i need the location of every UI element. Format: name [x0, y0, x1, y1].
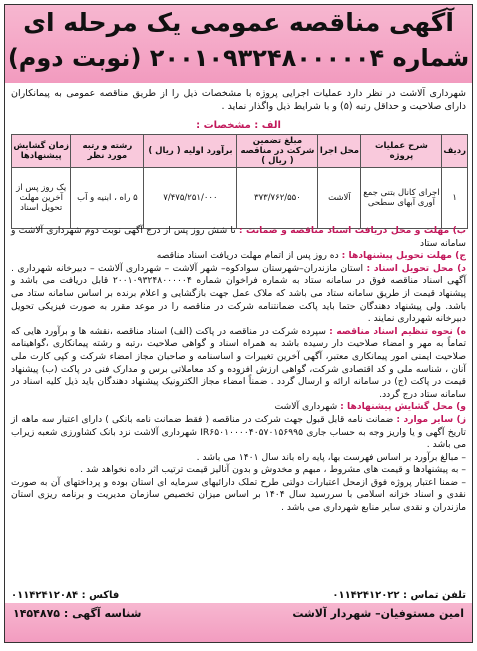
signature: امین مستوفیان– شهردار آلاشت — [292, 607, 464, 620]
col-header-guarantee: مبلغ تضمین شرکت در مناقصه ( ریال ) — [237, 135, 318, 168]
cell-description: اجرای کانال بتنی جمع آوری آبهای سطحی — [361, 168, 442, 229]
bullet-item: – مبالغ برآورد بر اساس فهرست بها، پایه راه باند سال ۱۴۰۱ می باشد . — [196, 451, 466, 463]
col-header-row-number: ردیف — [442, 135, 468, 168]
cell-row-number: ۱ — [442, 168, 468, 229]
tender-notice — [4, 4, 473, 643]
col-header-estimate: برآورد اولیه ( ریال ) — [144, 135, 237, 168]
fax-number: ۰۱۱۴۲۴۱۲۰۸۴ — [11, 590, 79, 601]
section-a-title: الف : مشخصات : — [196, 120, 281, 131]
notice-header — [5, 5, 472, 83]
clause-c-label: ج) مهلت تحویل پیشنهادها : — [341, 250, 466, 262]
table-row — [12, 168, 468, 229]
fax-contact — [11, 590, 119, 601]
clause-g-label: ز) سایر موارد : — [396, 413, 466, 425]
clause-c — [11, 250, 466, 263]
spec-table — [11, 134, 468, 229]
bullet-item: – ضمنا اعتبار پروژه فوق ازمحل اعتبارات دولتی طرح تملک دارائیهای سرمایه ای استان بوده و پرداختهای آن به صورت نقدی و اسناد خزانه اسلامی با سررسید سال ۱۴۰۴ بر اساس میزان تخصیص سازمان مدیریت و برنامه ریزی استان مازندران و نقدی سایر منابع شهرداری می باشد . — [11, 476, 466, 514]
notice-footer — [5, 603, 472, 643]
contact-row — [11, 590, 466, 601]
clause-f-text: شهرداری آلاشت — [274, 401, 338, 413]
notice-title: آگهی مناقصه عمومی یک مرحله ای — [23, 8, 454, 37]
cell-location: آلاشت — [318, 168, 361, 229]
notice-number: شماره ۲۰۰۱۰۹۳۲۴۸۰۰۰۰۰۴ (نوبت دوم) — [7, 44, 470, 72]
col-header-location: محل اجرا — [318, 135, 361, 168]
clause-e-text: سپرده شرکت در مناقصه در پاکت (الف) اسناد مناقصه ،نقشه ها و برآورد هایی که تماماً به مهر و امضاء صلاحیت دار رسیده باشد به همراه اسناد و گواهی صلاحیت ،رتبه و رشته پیمانکاری ،گواهینامه صلاحیت ایمنی امور پیمانکاری معتبر، آگهی آخرین تغییرات و اساسنامه و صاحبان مجاز امضاء شرکت و کپی کارت ملی آنان ، شناسه ملی و کد اقتصادی شرکت، گواهی ارزش افزوده و کد معاملاتی برس و مدارک فنی در پاکت (ب) پیشنهاد قیمت در پاکت (ج) در سامانه ارائه و ارسال گردد . ضمناً امضاء مجاز الکترونیک پیشنهاد دهندگان باید ذیل کلیه اسناد در سامانه ستاد درج گردد. — [11, 325, 466, 400]
cell-field-grade: ۵ راه ، ابنیه و آب — [71, 168, 144, 229]
clause-d-label: د) محل تحویل اسناد : — [366, 262, 466, 274]
clause-f-label: و) محل گشایش پیشنهادها : — [340, 401, 466, 413]
table-header-row — [12, 135, 468, 168]
ad-id-value: ۱۴۵۴۸۷۵ — [13, 607, 60, 620]
col-header-opening-time: زمان گشایش پیشنهادها — [12, 135, 71, 168]
clause-b — [11, 225, 466, 250]
bullet-item: – به پیشنهادها و قیمت های مشروط ، مبهم و مخدوش و بدون آنالیز قیمت ترتیب اثر داده نخواهد شد . — [80, 464, 466, 476]
ad-id — [13, 607, 141, 620]
clause-e — [11, 326, 466, 402]
clause-g-text: ضمانت نامه قابل قبول جهت شرکت در مناقصه ( فقط ضمانت نامه بانکی ) دارای اعتبار سه ماهه از تاریخ آگهی و یا واریز وجه به حساب جاری IR۶۵۰۱۰۰۰۰۴۰۵۷۰۱۵۶۹۹۵ شهرداری آلاشت نزد بانک کشاورزی شعبه زیراب می باشد . — [11, 413, 466, 451]
clause-e-label: ه) نحوه تنظیم اسناد مناقصه : — [329, 325, 467, 337]
clause-b-text: تا شش روز پس از درج آگهی نوبت دوم شهرداری آلاشت و سامانه ستاد — [11, 225, 466, 249]
clause-b-label: ب) مهلت و محل دریافت اسناد مناقصه و ضمانت : — [238, 225, 467, 236]
intro-paragraph: شهرداری آلاشت در نظر دارد عملیات اجرایی پروژه با مشخصات ذیل را از طریق مناقصه عمومی به پیمانکاران دارای صلاحیت و حداقل رتبه (۵) و با شرایط ذیل واگذار نماید . — [11, 88, 466, 112]
clause-d — [11, 263, 466, 326]
phone-label: تلفن تماس : — [402, 590, 466, 601]
clause-c-text: ده روز پس از اتمام مهلت دریافت اسناد مناقصه — [156, 250, 339, 262]
fax-label: فاکس : — [81, 590, 120, 601]
notice-body — [11, 225, 466, 515]
clause-d-text: استان مازندران–شهرستان سوادکوه– شهر آلاشت – شهرداری آلاشت – دبیرخانه شهرداری . آگهی اسناد مناقصه فوق در سامانه ستاد به شماره فراخوان شماره ۲۰۰۱۰۹۳۲۴۸۰۰۰۰۰۴ قابل دریافت می باشد و پیشنهاد قیمت از طریق سامانه ستاد می باشد که ملاک عمل جهت بازگشایی و اعلام برنده بر اساس سامانه ستاد می باشد. ولی پیشنهاد دهندگان حتما باید پاکت ضمانتنامه شرکت در مناقصه را در موعد مقرر به صورت فیزیکی تحویل دبیرخانه شهرداری نمایند . — [11, 262, 466, 325]
phone-number: ۰۱۱۴۲۴۱۲۰۲۲ — [332, 590, 400, 601]
col-header-field-grade: رشته و رتبه مورد نظر — [71, 135, 144, 168]
cell-opening-time: یک روز پس از آخرین مهلت تحویل اسناد — [12, 168, 71, 229]
cell-guarantee: ۳۷۳/۷۶۲/۵۵۰ — [237, 168, 318, 229]
ad-id-label: شناسه آگهی : — [63, 607, 142, 620]
col-header-description: شرح عملیات پروژه — [361, 135, 442, 168]
phone-contact — [332, 590, 466, 601]
clause-f — [11, 401, 466, 414]
clause-g — [11, 414, 466, 452]
cell-estimate: ۷/۴۷۵/۲۵۱/۰۰۰ — [144, 168, 237, 229]
